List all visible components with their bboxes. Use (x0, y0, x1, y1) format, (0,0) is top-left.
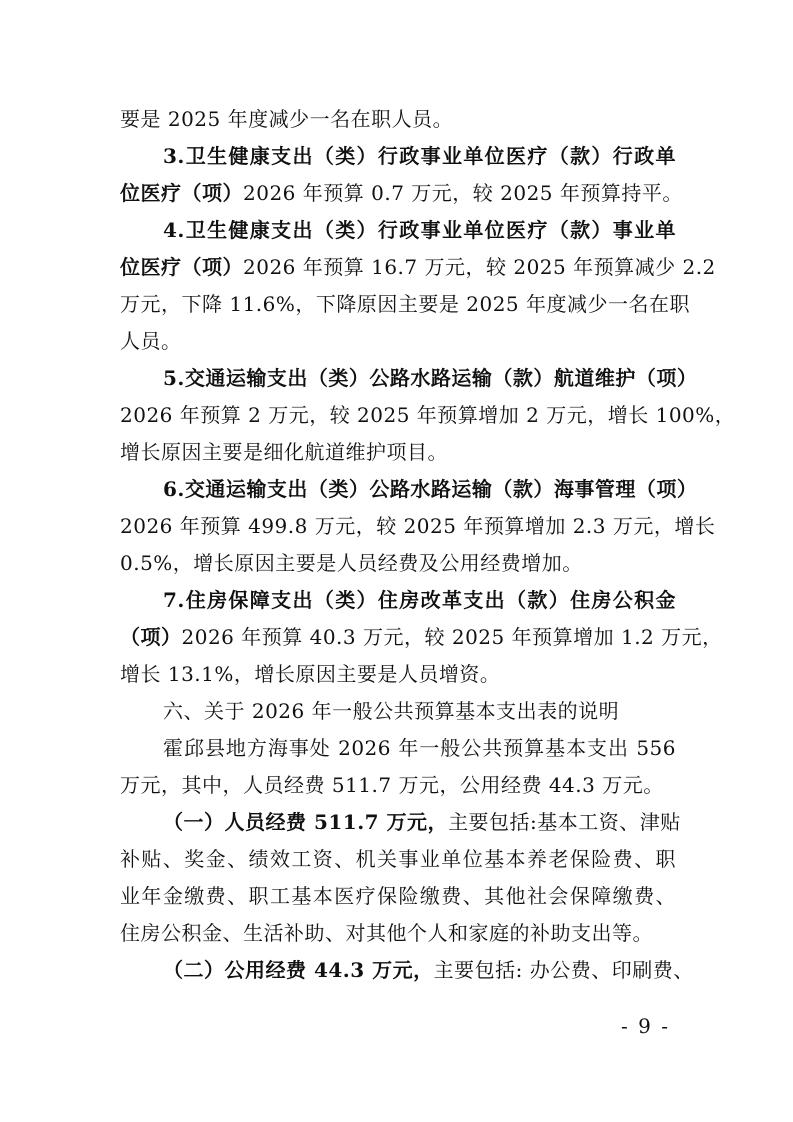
section-heading-line: 5.交通运输支出（类）公路水路运输（款）航道维护（项） (163, 366, 698, 390)
paragraph-line: 增长 13.1%，增长原因主要是人员增资。 (120, 662, 501, 686)
paragraph-line: 要是 2025 年度减少一名在职人员。 (120, 107, 454, 131)
paragraph-line: 2026 年预算 499.8 万元，较 2025 年预算增加 2.3 万元，增长 (120, 514, 716, 538)
paragraph-line: 补贴、奖金、绩效工资、机关事业单位基本养老保险费、职 (120, 847, 676, 871)
paragraph-line: 人员。 (120, 329, 182, 353)
page-body (120, 101, 736, 989)
paragraph-line: 万元，其中，人员经费 511.7 万元，公用经费 44.3 万元。 (120, 773, 664, 797)
section-heading-line: 7.住房保障支出（类）住房改革支出（款）住房公积金 (163, 588, 676, 612)
section-heading-line: 3.卫生健康支出（类）行政事业单位医疗（款）行政单 (163, 144, 676, 168)
paragraph-line: 业年金缴费、职工基本医疗保险缴费、其他社会保障缴费、 (120, 884, 676, 908)
paragraph-line: 位医疗（项）2026 年预算 16.7 万元，较 2025 年预算减少 2.2 (120, 255, 716, 279)
paragraph-line: 2026 年预算 2 万元，较 2025 年预算增加 2 万元，增长 100%， (120, 403, 736, 427)
paragraph-line: （项）2026 年预算 40.3 万元，较 2025 年预算增加 1.2 万元， (120, 625, 723, 649)
section-heading-line: 4.卫生健康支出（类）行政事业单位医疗（款）事业单 (163, 218, 676, 242)
paragraph-line: （二）公用经费 44.3 万元，主要包括: 办公费、印刷费、 (163, 958, 694, 982)
paragraph-line: 万元，下降 11.6%，下降原因主要是 2025 年度减少一名在职 (120, 292, 691, 316)
paragraph-line: 位医疗（项）2026 年预算 0.7 万元，较 2025 年预算持平。 (120, 181, 683, 205)
paragraph-line: （一）人员经费 511.7 万元，主要包括:基本工资、津贴 (163, 810, 681, 834)
paragraph-line: 增长原因主要是细化航道维护项目。 (120, 440, 448, 464)
paragraph-line: 住房公积金、生活补助、对其他个人和家庭的补助支出等。 (120, 921, 653, 945)
paragraph-line: 霍邱县地方海事处 2026 年一般公共预算基本支出 556 (163, 736, 676, 760)
chapter-heading: 六、关于 2026 年一般公共预算基本支出表的说明 (163, 699, 620, 723)
page-number: - 9 - (621, 1014, 670, 1038)
paragraph-line: 0.5%，增长原因主要是人员经费及公用经费增加。 (120, 551, 583, 575)
section-heading-line: 6.交通运输支出（类）公路水路运输（款）海事管理（项） (163, 477, 698, 501)
